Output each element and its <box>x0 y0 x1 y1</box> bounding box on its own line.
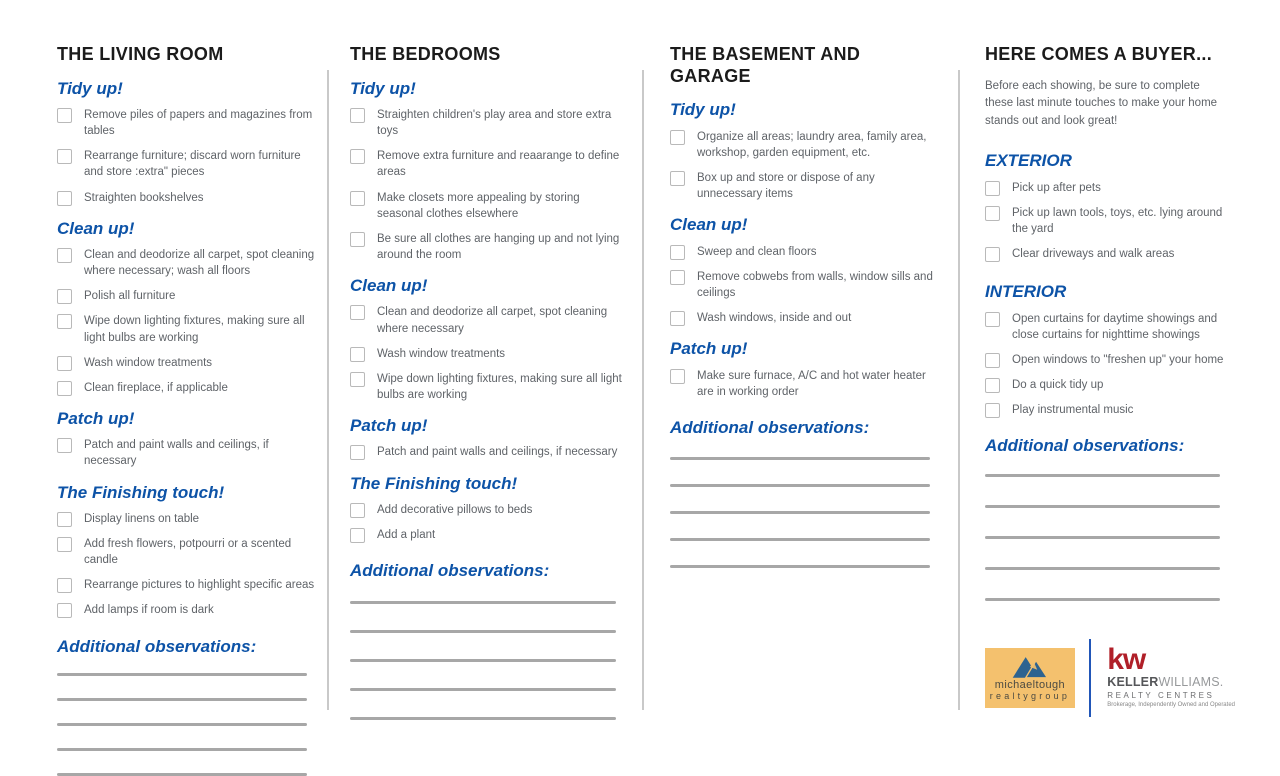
checklist-item <box>350 148 624 180</box>
checklist-item-label: Play instrumental music <box>1012 403 1134 416</box>
checklist-item-label: Patch and paint walls and ceilings, if necessary <box>377 446 618 459</box>
checklist-item <box>985 205 1227 237</box>
observation-line <box>670 538 930 541</box>
checklist-item-label: Display linens on table <box>84 513 200 526</box>
observation-line <box>57 673 307 676</box>
checkbox[interactable] <box>350 149 365 164</box>
observation-line <box>670 511 930 514</box>
checkbox[interactable] <box>350 528 365 543</box>
checklist-item-label: Be sure all clothes are hanging up and not lying around the room <box>377 232 620 261</box>
checklist-item <box>670 170 938 202</box>
section-heading: EXTERIOR <box>985 151 1072 171</box>
checkbox[interactable] <box>985 353 1000 368</box>
checkbox[interactable] <box>350 232 365 247</box>
checkbox[interactable] <box>670 245 685 260</box>
checklist-item <box>985 377 1227 393</box>
column-separator <box>642 70 644 710</box>
checklist-item <box>57 511 315 527</box>
williams-text: WILLIAMS. <box>1158 675 1224 690</box>
checklist-item <box>57 380 315 396</box>
checkbox[interactable] <box>350 347 365 362</box>
checklist-item-label: Clear driveways and walk areas <box>1012 247 1175 260</box>
checklist-item <box>350 304 624 336</box>
checklist-item <box>350 231 624 263</box>
observation-line <box>350 717 616 720</box>
section-heading: Patch up! <box>57 408 135 428</box>
checklist-item <box>57 288 315 304</box>
checklist-item-label: Straighten children's play area and store extra toys <box>377 109 612 138</box>
observation-line <box>985 474 1220 477</box>
checklist-item-label: Wash windows, inside and out <box>697 311 852 324</box>
observation-line <box>350 688 616 691</box>
observation-line <box>57 748 307 751</box>
checkbox[interactable] <box>57 314 72 329</box>
checkbox[interactable] <box>670 130 685 145</box>
checklist-item <box>350 527 624 543</box>
checklist-item-label: Make closets more appealing by storing seasonal clothes elsewhere <box>377 191 580 220</box>
checklist-item-label: Wipe down lighting fixtures, making sure all light bulbs are working <box>377 372 622 401</box>
column-separator <box>958 70 960 710</box>
column-living-room <box>57 44 315 776</box>
kw-mark: kw <box>1107 642 1146 676</box>
checklist-item <box>57 107 315 139</box>
checklist-item-label: Add lamps if room is dark <box>84 604 214 617</box>
footer-logos <box>985 640 1235 715</box>
checkbox[interactable] <box>670 171 685 186</box>
keller-text: KELLER <box>1107 675 1159 690</box>
checklist-item <box>985 311 1227 343</box>
checklist-item <box>57 148 315 180</box>
section-heading: Clean up! <box>670 215 748 235</box>
checklist-item-label: Box up and store or dispose of any unnecessary items <box>697 171 875 201</box>
checkbox[interactable] <box>57 149 72 164</box>
keller-williams-logo <box>1101 642 1235 709</box>
observation-line <box>985 505 1220 508</box>
checklist-item-label: Polish all furniture <box>84 290 176 303</box>
observations-heading: Additional observations: <box>350 561 550 581</box>
checklist-item <box>670 244 938 260</box>
checklist-item-label: Organize all areas; laundry area, family area, workshop, garden equipment, etc. <box>697 130 927 159</box>
section-heading: INTERIOR <box>985 281 1067 301</box>
checklist-item-label: Patch and paint walls and ceilings, if necessary <box>84 439 269 468</box>
checklist-item <box>57 536 315 568</box>
column-title: THE LIVING ROOM <box>57 44 224 64</box>
checklist-item-label: Clean and deodorize all carpet, spot cleaning where necessary <box>377 306 608 335</box>
column-here-comes-a-buyer <box>985 44 1227 601</box>
michaeltough-logo <box>985 648 1075 708</box>
checklist-item <box>985 180 1227 196</box>
column-bedrooms <box>350 44 624 720</box>
realtygroup-wordmark: realtygroup <box>989 690 1071 701</box>
section-heading: The Finishing touch! <box>350 473 518 493</box>
observation-line <box>985 598 1220 601</box>
checklist-item <box>670 368 938 400</box>
checkbox[interactable] <box>985 312 1000 327</box>
checkbox[interactable] <box>350 445 365 460</box>
checkbox[interactable] <box>985 247 1000 262</box>
checklist-item-label: Pick up lawn tools, toys, etc. lying around the yard <box>1012 206 1223 235</box>
checklist-item <box>57 247 315 279</box>
checkbox[interactable] <box>350 305 365 320</box>
checklist-item <box>670 129 938 161</box>
observation-line <box>350 630 616 633</box>
observation-lines <box>57 656 315 776</box>
section-heading: Tidy up! <box>350 78 416 98</box>
checkbox[interactable] <box>350 108 365 123</box>
checklist-item-label: Remove extra furniture and reaarange to define areas <box>377 150 620 179</box>
column-separator <box>327 70 329 710</box>
checkbox[interactable] <box>985 206 1000 221</box>
section-heading: Tidy up! <box>670 100 736 120</box>
michaeltough-wordmark: michaeltough <box>994 678 1066 691</box>
section-heading: Clean up! <box>350 275 428 295</box>
checkbox[interactable] <box>57 248 72 263</box>
section-heading: Patch up! <box>670 339 748 359</box>
checkbox[interactable] <box>57 578 72 593</box>
checklist-item <box>985 246 1227 262</box>
observation-line <box>350 601 616 604</box>
section-heading: Tidy up! <box>57 78 123 98</box>
checklist-item-label: Make sure furnace, A/C and hot water heater are in working order <box>697 369 926 398</box>
column-basement-garage <box>670 44 938 568</box>
checkbox[interactable] <box>57 438 72 453</box>
checkbox[interactable] <box>57 289 72 304</box>
checklist-item <box>350 371 624 403</box>
observation-lines <box>985 456 1227 601</box>
brokerage-tagline: Brokerage, Independently Owned and Operated <box>1107 702 1235 709</box>
observation-line <box>350 659 616 662</box>
footer-divider <box>1089 639 1091 717</box>
checklist-item-label: Clean fireplace, if applicable <box>84 381 228 394</box>
checklist-item-label: Pick up after pets <box>1012 181 1101 194</box>
column-title: THE BASEMENT AND GARAGE <box>670 44 861 86</box>
checklist-item <box>57 602 315 618</box>
checkbox[interactable] <box>985 378 1000 393</box>
checklist-item <box>57 313 315 345</box>
checkbox[interactable] <box>57 381 72 396</box>
observation-lines <box>350 581 624 720</box>
section-heading: Clean up! <box>57 218 135 238</box>
observations-heading: Additional observations: <box>57 636 257 656</box>
checkbox[interactable] <box>670 270 685 285</box>
section-heading: The Finishing touch! <box>57 482 225 502</box>
observation-lines <box>670 437 938 568</box>
observation-line <box>57 723 307 726</box>
intro-text: Before each showing, be sure to complete these last minute touches to make your home stands out and look great! <box>985 79 1218 128</box>
checklist-item <box>985 402 1227 418</box>
checklist-item-label: Wipe down lighting fixtures, making sure all light bulbs are working <box>84 315 305 344</box>
checklist-item-label: Add decorative pillows to beds <box>377 504 533 517</box>
checklist-item-label: Rearrange pictures to highlight specific areas <box>84 579 315 592</box>
checklist-item-label: Sweep and clean floors <box>697 245 817 258</box>
checkbox[interactable] <box>350 372 365 387</box>
checkbox[interactable] <box>985 181 1000 196</box>
checklist-item-label: Straighten bookshelves <box>84 191 204 204</box>
checkbox[interactable] <box>57 603 72 618</box>
checklist-item-label: Wash window treatments <box>84 356 213 369</box>
checklist-item-label: Clean and deodorize all carpet, spot cleaning where necessary; wash all floors <box>84 249 315 278</box>
observation-line <box>670 457 930 460</box>
checklist-item <box>57 190 315 206</box>
checklist-item <box>350 346 624 362</box>
mountain-icon <box>1011 655 1049 679</box>
checklist-item-label: Remove piles of papers and magazines from tables <box>84 109 313 138</box>
checklist-item-label: Add fresh flowers, potpourri or a scented candle <box>84 538 292 567</box>
checklist-item <box>670 269 938 301</box>
checklist-item <box>350 190 624 222</box>
checklist-item-label: Rearrange furniture; discard worn furniture and store :extra" pieces <box>84 150 301 179</box>
checkbox[interactable] <box>350 503 365 518</box>
checklist-item <box>57 437 315 469</box>
checklist-item <box>350 107 624 139</box>
checkbox[interactable] <box>57 356 72 371</box>
checklist-item-label: Do a quick tidy up <box>1012 378 1104 391</box>
checklist-item <box>670 310 938 326</box>
checklist-item <box>985 352 1227 368</box>
checkbox[interactable] <box>670 311 685 326</box>
observations-heading: Additional observations: <box>670 417 870 437</box>
checklist-item-label: Wash window treatments <box>377 347 506 360</box>
observation-line <box>670 484 930 487</box>
section-heading: Patch up! <box>350 415 428 435</box>
checkbox[interactable] <box>57 512 72 527</box>
checklist-item <box>350 444 624 460</box>
observations-heading: Additional observations: <box>985 435 1185 455</box>
checklist-item-label: Remove cobwebs from walls, window sills and ceilings <box>697 270 933 299</box>
checkbox[interactable] <box>57 191 72 206</box>
checklist-item-label: Open windows to "freshen up" your home <box>1012 353 1224 366</box>
observation-line <box>670 565 930 568</box>
keller-williams-wordmark <box>1107 675 1235 689</box>
checkbox[interactable] <box>350 191 365 206</box>
realty-centres-text: REALTY CENTRES <box>1107 691 1215 701</box>
observation-line <box>985 567 1220 570</box>
observation-line <box>985 536 1220 539</box>
column-title: THE BEDROOMS <box>350 44 501 64</box>
column-title: HERE COMES A BUYER... <box>985 44 1212 64</box>
checkbox[interactable] <box>57 537 72 552</box>
checklist-item-label: Open curtains for daytime showings and close curtains for nighttime showings <box>1012 312 1218 341</box>
checkbox[interactable] <box>985 403 1000 418</box>
checklist-item <box>57 577 315 593</box>
checklist-item-label: Add a plant <box>377 529 436 542</box>
observation-line <box>57 698 307 701</box>
checklist-item <box>350 502 624 518</box>
checkbox[interactable] <box>57 108 72 123</box>
checkbox[interactable] <box>670 369 685 384</box>
checklist-item <box>57 355 315 371</box>
